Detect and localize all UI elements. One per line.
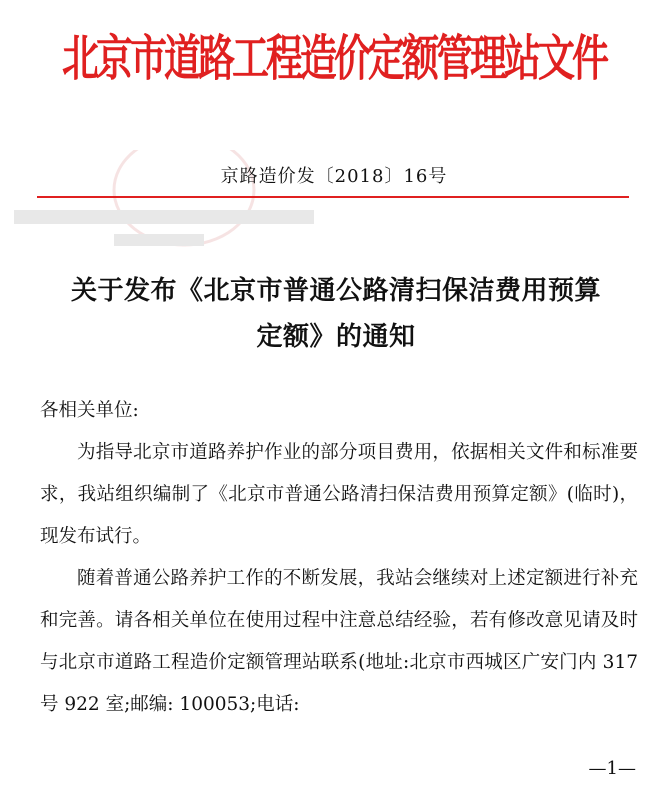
notice-title <box>36 268 636 360</box>
notice-title-line-1: 关于发布《北京市普通公路清扫保洁费用预算 <box>70 276 601 306</box>
body-paragraph-1: 为指导北京市道路养护作业的部分项目费用，依据相关文件和标准要求，我站组织编制了《北京市普通公路清扫保洁费用预算定额》(临时)，现发布试行。 <box>40 442 638 547</box>
page-number: —1— <box>588 758 636 779</box>
body-paragraph-2: 随着普通公路养护工作的不断发展，我站会继续对上述定额进行补充和完善。请各相关单位在使用过程中注意总结经验，若有修改意见请及时与北京市道路工程造价定额管理站联系(地址:北京市西城区广安门内 317 号 922 室;邮编: 100053;电话: <box>40 568 638 715</box>
document-number: 京路造价发〔2018〕16号 <box>220 166 448 187</box>
notice-title-line-2: 定额》的通知 <box>256 322 416 352</box>
salutation: 各相关单位: <box>40 400 139 421</box>
document-header-title: 北京市道路工程造价定额管理站文件 <box>62 28 606 87</box>
red-divider-line <box>37 196 629 198</box>
notice-body <box>40 390 638 726</box>
